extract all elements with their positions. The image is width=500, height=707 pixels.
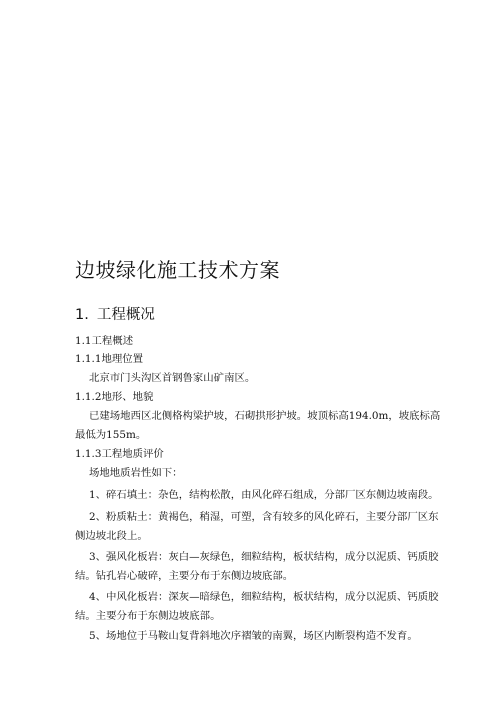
list-item-2-line1: 2、粉质粘土：黄褐色，稍湿，可塑，含有较多的风化碎石，主要分部厂区东 <box>89 511 439 523</box>
paragraph-terrain-line1: 已建场地西区北侧格构梁护坡，石砌拱形护坡。坡顶标高194.0m，坡底标高 <box>89 410 441 422</box>
list-item-2-line2: 侧边坡北段上。 <box>75 530 148 542</box>
paragraph-geology-intro: 场地地质岩性如下： <box>89 467 183 479</box>
paragraph-terrain-line2: 最低为155m。 <box>75 429 147 441</box>
list-item-4-line2: 结。主要分布于东侧边坡底部。 <box>75 610 221 622</box>
list-item-4-line1: 4、中风化板岩：深灰—暗绿色，细粒结构，板状结构，成分以泥质、钙质胶 <box>89 591 439 603</box>
section-number: 1. <box>75 307 89 323</box>
list-item-5: 5、场地位于马鞍山复背斜地次序褶皱的南翼，场区内断裂构造不发育。 <box>89 630 418 642</box>
subheading-geology: 1.1.3工程地质评价 <box>75 448 164 460</box>
list-item-3-line1: 3、强风化板岩：灰白—灰绿色，细粒结构，板状结构，成分以泥质、钙质胶 <box>89 551 439 563</box>
subheading-location: 1.1.1地理位置 <box>75 353 144 365</box>
paragraph-location: 北京市门头沟区首钢鲁家山矿南区。 <box>89 372 256 384</box>
subheading-project-overview: 1.1工程概述 <box>75 335 134 347</box>
subheading-terrain: 1.1.2地形、地貌 <box>75 391 154 403</box>
list-item-1: 1、碎石填土：杂色，结构松散，由风化碎石组成，分部厂区东侧边坡南段。 <box>89 489 439 501</box>
document-title: 边坡绿化施工技术方案 <box>75 258 280 282</box>
section-title: 工程概况 <box>96 307 155 323</box>
list-item-3-line2: 结。钻孔岩心破碎，主要分布于东侧边坡底部。 <box>75 570 294 582</box>
section-heading <box>75 305 155 325</box>
